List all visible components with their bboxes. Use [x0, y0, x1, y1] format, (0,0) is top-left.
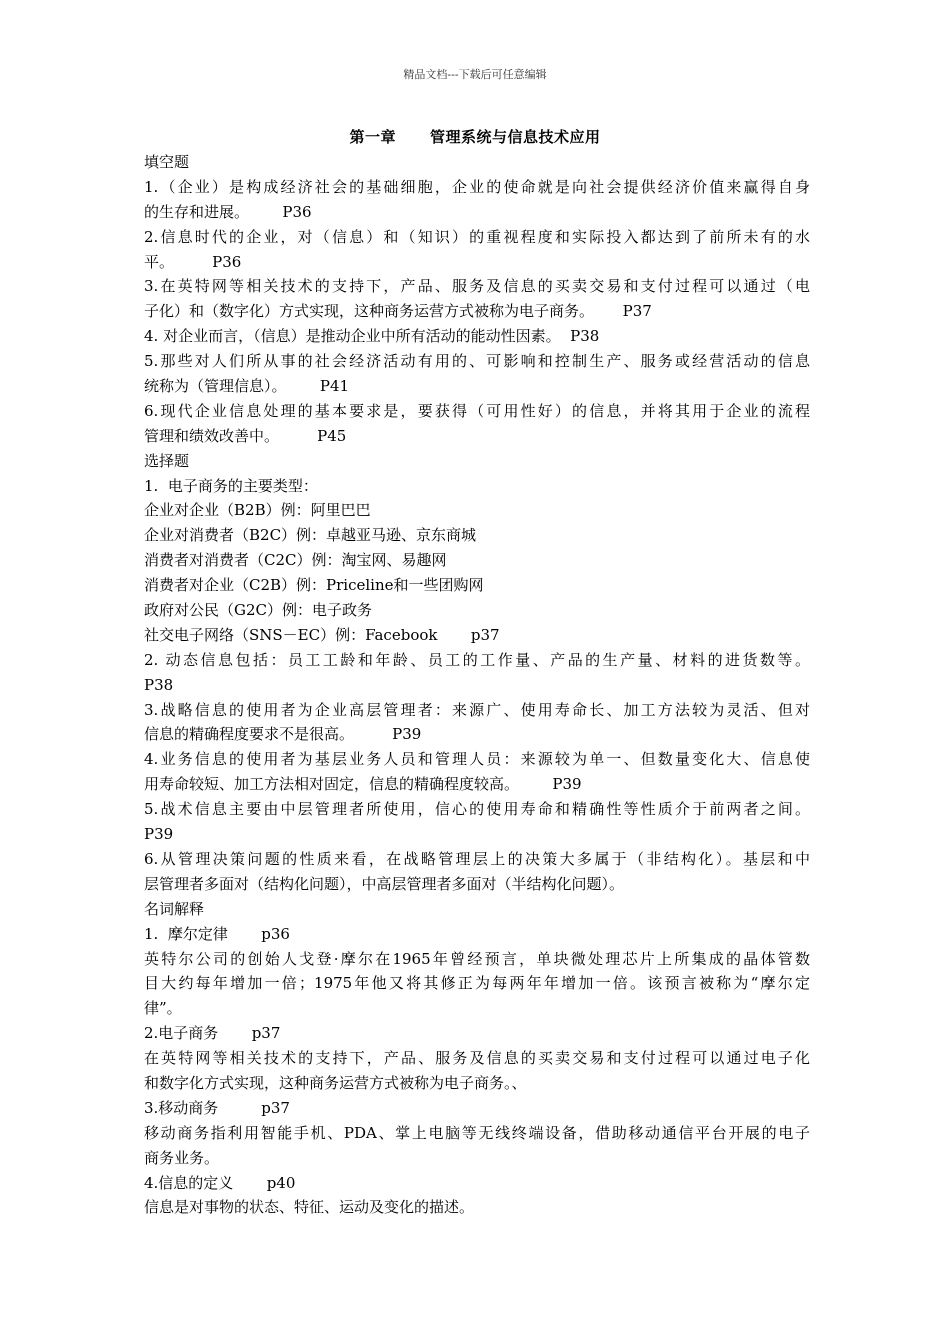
text-line: 管理和绩效改善中。 P45: [144, 426, 347, 445]
text-line: P39: [144, 825, 174, 844]
text-line: 5.那些对人们所从事的社会经济活动有用的、可影响和控制生产、服务或经营活动的信息: [144, 352, 810, 371]
text-line: 平。 P36: [144, 252, 242, 271]
text-line: 的生存和进展。 P36: [144, 202, 312, 221]
text-line: 5.战术信息主要由中层管理者所使用，信心的使用寿命和精确性等性质介于前两者之间。: [144, 800, 810, 819]
text-line: 和数字化方式实现，这种商务运营方式被称为电子商务。、: [144, 1073, 527, 1092]
text-line: 2.电子商务 p37: [144, 1024, 281, 1043]
text-line: 3.移动商务 p37: [144, 1098, 290, 1117]
text-line: 选择题: [144, 451, 190, 470]
text-line: 1. 摩尔定律 p36: [144, 924, 290, 943]
text-line: 消费者对企业（C2B）例：Priceline和一些团购网: [144, 576, 484, 595]
text-line: 6.现代企业信息处理的基本要求是，要获得（可用性好）的信息，并将其用于企业的流程: [144, 401, 810, 420]
text-line: 在英特网等相关技术的支持下，产品、服务及信息的买卖交易和支付过程可以通过电子化: [144, 1049, 810, 1068]
text-line: 填空题: [144, 153, 190, 171]
text-line: 3.在英特网等相关技术的支持下，产品、服务及信息的买卖交易和支付过程可以通过（电: [144, 277, 810, 296]
text-line: 1.（企业）是构成经济社会的基础细胞，企业的使命就是向社会提供经济价值来赢得自身: [144, 177, 810, 196]
text-line: 商务业务。: [144, 1148, 220, 1167]
page-header: 精品文档---下载后可任意编辑: [403, 68, 547, 81]
text-line: 企业对企业（B2B）例：阿里巴巴: [144, 501, 371, 520]
chapter-title: [0, 126, 950, 147]
text-line: 用寿命较短、加工方法相对固定，信息的精确程度较高。 P39: [144, 775, 582, 794]
text-line: 3.战略信息的使用者为企业高层管理者：来源广、使用寿命长、加工方法较为灵活、但对: [144, 700, 810, 719]
text-line: 子化）和（数字化）方式实现，这种商务运营方式被称为电子商务。 P37: [144, 302, 652, 321]
text-line: 2. 动态信息包括：员工工龄和年龄、员工的工作量、产品的生产量、材料的进货数等。: [144, 650, 810, 669]
text-line: 信息的精确程度要求不是很高。 P39: [144, 725, 422, 744]
text-line: 移动商务指利用智能手机、PDA、掌上电脑等无线终端设备，借助移动通信平台开展的电子: [144, 1123, 810, 1142]
text-line: 目大约每年增加一倍；1975年他又将其修正为每两年年增加一倍。该预言被称为“摩尔定: [144, 974, 810, 993]
text-line: 英特尔公司的创始人戈登·摩尔在1965年曾经预言，单块微处理芯片上所集成的晶体管数: [144, 949, 810, 968]
text-line: 4.信息的定义 p40: [144, 1173, 296, 1192]
text-line: 2.信息时代的企业，对（信息）和（知识）的重视程度和实际投入都达到了前所未有的水: [144, 227, 810, 246]
text-line: 消费者对消费者（C2C）例：淘宝网、易趣网: [144, 551, 447, 570]
text-line: 统称为（管理信息）。 P41: [144, 377, 350, 396]
text-line: 6.从管理决策问题的性质来看，在战略管理层上的决策大多属于（非结构化）。基层和中: [144, 849, 810, 868]
text-line: P38: [144, 675, 174, 694]
chapter-number: 第一章: [349, 128, 396, 146]
text-line: 4.业务信息的使用者为基层业务人员和管理人员：来源较为单一、但数量变化大、信息使: [144, 750, 810, 769]
text-line: 企业对消费者（B2C）例：卓越亚马逊、京东商城: [144, 526, 477, 545]
text-line: 社交电子网络（SNS－EC）例：Facebook p37: [144, 625, 500, 644]
text-line: 4. 对企业而言，（信息）是推动企业中所有活动的能动性因素。 P38: [144, 327, 600, 346]
text-line: 名词解释: [144, 899, 205, 918]
text-line: 层管理者多面对（结构化问题），中高层管理者多面对（半结构化问题）。: [144, 874, 625, 893]
text-line: 信息是对事物的状态、特征、运动及变化的描述。: [144, 1198, 475, 1217]
document-body: [144, 150, 810, 1220]
text-line: 律”。: [144, 999, 182, 1018]
text-line: 政府对公民（G2C）例：电子政务: [144, 601, 373, 620]
text-line: 1. 电子商务的主要类型：: [144, 476, 318, 495]
chapter-name: 管理系统与信息技术应用: [430, 128, 601, 146]
